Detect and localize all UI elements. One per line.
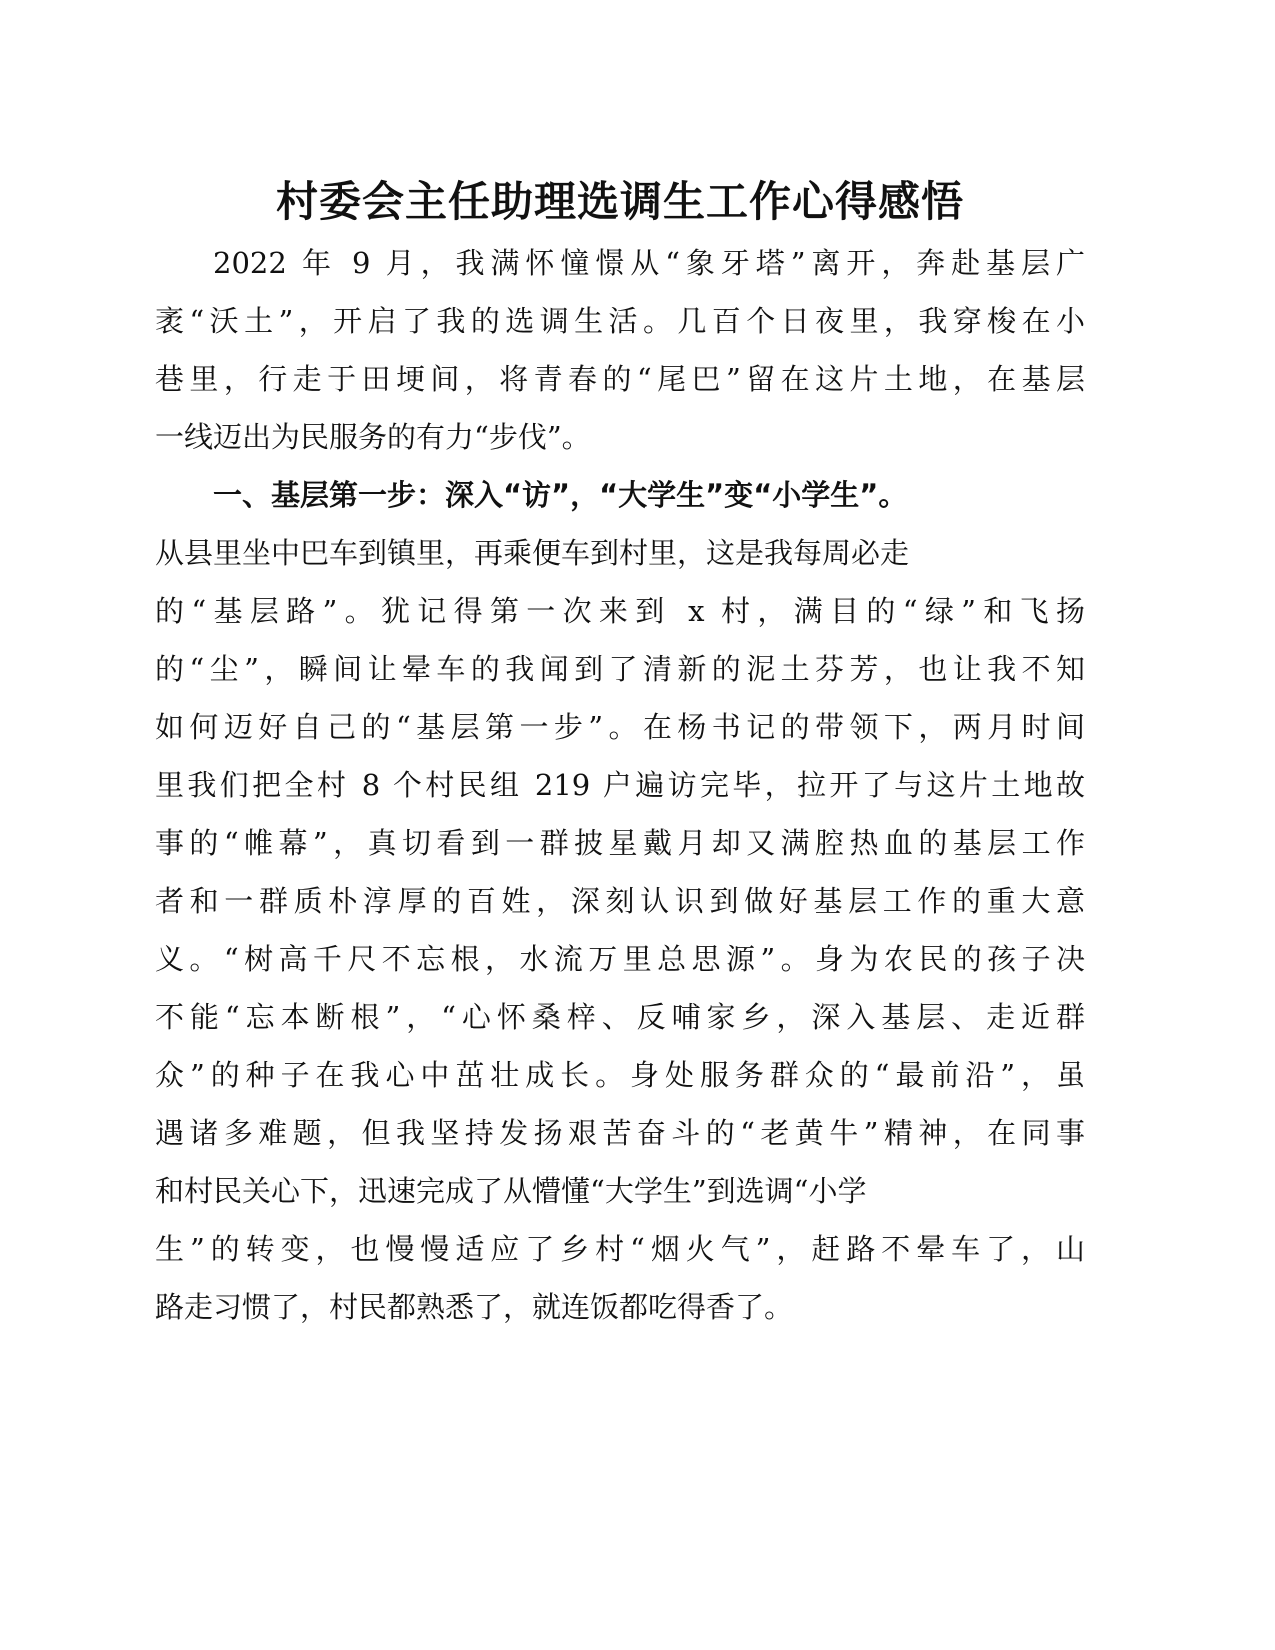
text-line: 里我们把全村 8 个村民组 219 户遍访完毕，拉开了与这片土地故 (155, 768, 1085, 802)
text-line: 者和一群质朴淳厚的百姓，深刻认识到做好基层工作的重大意 (155, 884, 1085, 918)
document-body (155, 234, 1085, 1336)
text-line: 事的“帷幕”，真切看到一群披星戴月却又满腔热血的基层工作 (155, 826, 1085, 860)
text-line: 2022 年 9 月，我满怀憧憬从“象牙塔”离开，奔赴基层广 (213, 246, 1085, 280)
text-line: 巷里，行走于田埂间，将青春的“尾巴”留在这片土地，在基层 (155, 362, 1085, 396)
text-line: 如何迈好自己的“基层第一步”。在杨书记的带领下，两月时间 (155, 710, 1085, 744)
document-title: 村委会主任助理选调生工作心得感悟 (275, 177, 964, 226)
text-line: 路走习惯了，村民都熟悉了，就连饭都吃得香了。 (155, 1290, 794, 1324)
section-heading: 一、基层第一步：深入“访”，“大学生”变“小学生”。 (213, 478, 908, 512)
text-line: 生”的转变，也慢慢适应了乡村“烟火气”，赶路不晕车了，山 (155, 1232, 1085, 1266)
text-line: 的“基层路”。犹记得第一次来到 x 村，满目的“绿”和飞扬 (155, 594, 1085, 628)
text-line: 遇诸多难题，但我坚持发扬艰苦奋斗的“老黄牛”精神，在同事 (155, 1116, 1085, 1150)
text-line: 和村民关心下，迅速完成了从懵懂“大学生”到选调“小学 (155, 1174, 867, 1208)
text-line: 不能“忘本断根”，“心怀桑梓、反哺家乡，深入基层、走近群 (155, 1000, 1085, 1034)
text-line: 一线迈出为民服务的有力“步伐”。 (155, 420, 591, 454)
text-line: 袤“沃土”，开启了我的选调生活。几百个日夜里，我穿梭在小 (155, 304, 1085, 338)
text-line: 的“尘”，瞬间让晕车的我闻到了清新的泥土芬芳，也让我不知 (155, 652, 1085, 686)
text-line: 义。“树高千尺不忘根，水流万里总思源”。身为农民的孩子决 (155, 942, 1085, 976)
text-line: 众”的种子在我心中茁壮成长。身处服务群众的“最前沿”，虽 (155, 1058, 1085, 1092)
text-line: 从县里坐中巴车到镇里，再乘便车到村里，这是我每周必走 (155, 536, 910, 570)
